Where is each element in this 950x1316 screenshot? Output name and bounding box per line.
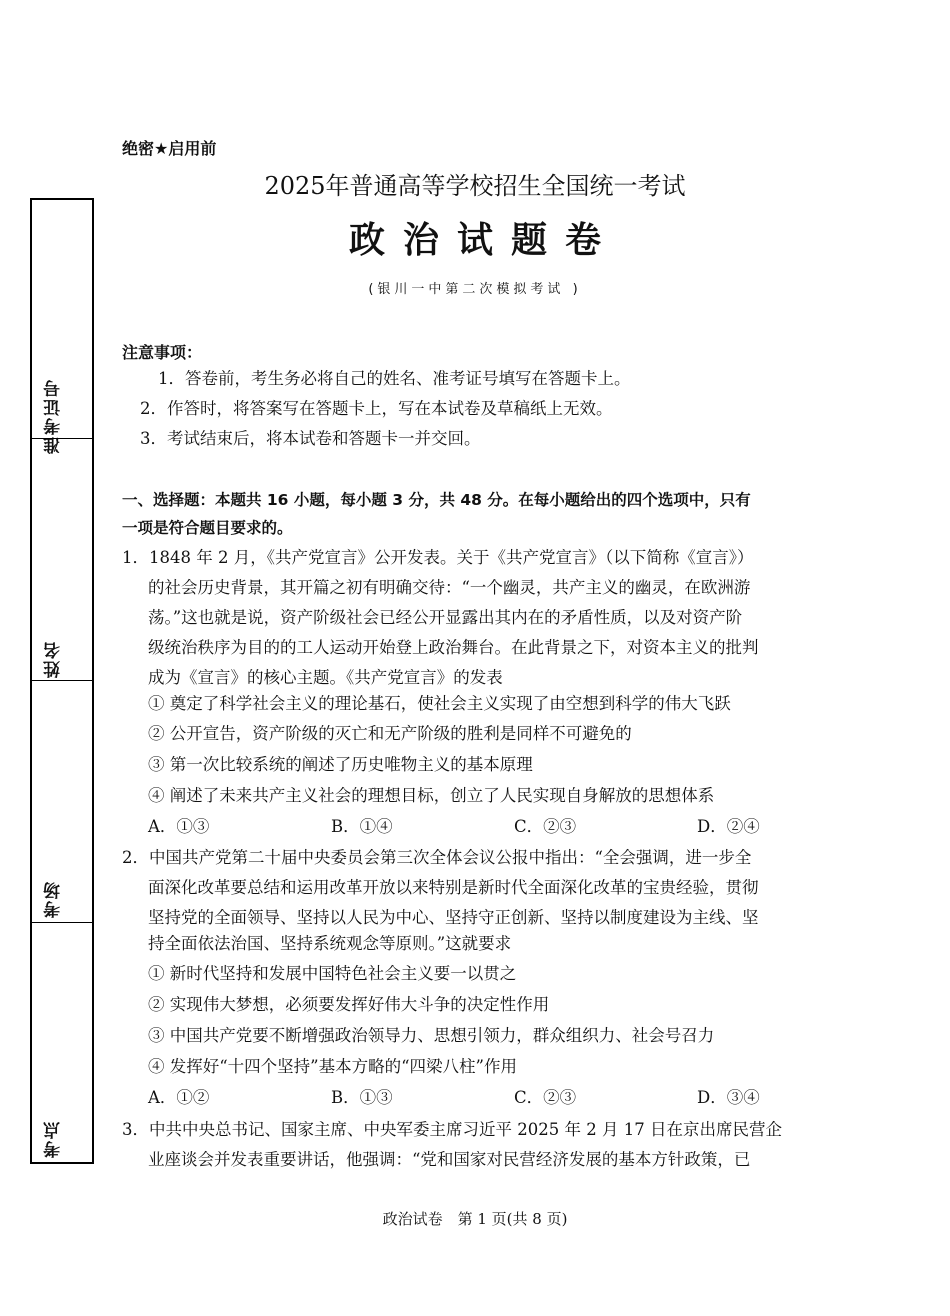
page-footer: 政治试卷 第 1 页(共 8 页)	[382, 1210, 568, 1228]
answer-option: A．①②	[148, 1088, 210, 1107]
answer-option: A．①③	[148, 817, 210, 836]
side-divider	[32, 680, 92, 681]
question-stem-line: 面深化改革要总结和运用改革开放以来特别是新时代全面深化改革的宝贵经验，贯彻	[148, 878, 759, 897]
question-stem-line: 成为《宣言》的核心主题。《共产党宣言》的发表	[148, 668, 503, 687]
question-stem-line: 持全面依法治国、坚持系统观念等原则。”这就要求	[148, 934, 512, 953]
question-stem-line: 级统治秩序为目的的工人运动开始登上政治舞台。在此背景之下，对资本主义的批判	[148, 638, 759, 657]
answer-option: B．①③	[331, 1088, 393, 1107]
answer-option: D．③④	[697, 1088, 760, 1107]
notice-item: 1．答卷前，考生务必将自己的姓名、准考证号填写在答题卡上。	[158, 369, 631, 388]
statement-item: ④ 阐述了未来共产主义社会的理想目标，创立了人民实现自身解放的思想体系	[148, 786, 715, 805]
section-heading: 一、选择题：本题共 16 小题，每小题 3 分，共 48 分。在每小题给出的四个选项中，只有	[122, 491, 751, 509]
notice-item: 2．作答时，将答案写在答题卡上，写在本试卷及草稿纸上无效。	[140, 399, 613, 418]
statement-item: ① 新时代坚持和发展中国特色社会主义要一以贯之	[148, 964, 517, 983]
side-divider	[32, 922, 92, 923]
side-label-name: 姓名	[44, 640, 64, 678]
exam-title: 2025年普通高等学校招生全国统一考试	[264, 172, 686, 200]
answer-option: C．②③	[514, 1088, 577, 1107]
answer-option: D．②④	[697, 817, 760, 836]
side-label-exam-site: 考点	[44, 1120, 64, 1158]
side-label-exam-number: 准考证号	[44, 378, 64, 454]
question-stem-line: 坚持党的全面领导、坚持以人民为中心、坚持守正创新、坚持以制度建设为主线、坚	[148, 908, 759, 927]
notice-item: 3．考试结束后，将本试卷和答题卡一并交回。	[140, 429, 481, 448]
question-stem-line: 3．中共中央总书记、国家主席、中央军委主席习近平 2025 年 2 月 17 日在京出席民营企	[122, 1120, 782, 1139]
statement-item: ③ 中国共产党要不断增强政治领导力、思想引领力，群众组织力、社会号召力	[148, 1026, 715, 1045]
answer-option: C．②③	[514, 817, 577, 836]
statement-item: ② 公开宣告，资产阶级的灭亡和无产阶级的胜利是同样不可避免的	[148, 724, 632, 743]
question-stem-line: 1．1848 年 2 月，《共产党宣言》公开发表。关于《共产党宣言》（以下简称《宣言》）	[122, 548, 754, 567]
subject-title: 政治试题卷	[348, 220, 619, 261]
notice-heading: 注意事项：	[122, 343, 203, 362]
question-stem-line: 2．中国共产党第二十届中央委员会第三次全体会议公报中指出：“全会强调，进一步全	[122, 848, 752, 867]
question-stem-line: 荡。”这也就是说，资产阶级社会已经公开显露出其内在的矛盾性质，以及对资产阶	[148, 608, 743, 627]
secret-mark: 绝密★启用前	[122, 139, 217, 158]
section-heading: 一项是符合题目要求的。	[122, 519, 293, 537]
binding-box	[30, 198, 94, 1164]
statement-item: ② 实现伟大梦想，必须要发挥好伟大斗争的决定性作用	[148, 995, 550, 1014]
side-label-exam-room: 考场	[44, 880, 64, 918]
question-stem-line: 的社会历史背景，其开篇之初有明确交待：“一个幽灵，共产主义的幽灵，在欧洲游	[148, 578, 751, 597]
statement-item: ① 奠定了科学社会主义的理论基石，使社会主义实现了由空想到科学的伟大飞跃	[148, 694, 731, 713]
statement-item: ④ 发挥好“十四个坚持”基本方略的“四梁八柱”作用	[148, 1057, 517, 1076]
statement-item: ③ 第一次比较系统的阐述了历史唯物主义的基本原理	[148, 755, 533, 774]
sub-note: (银川一中第二次模拟考试 )	[368, 282, 582, 297]
question-stem-line: 业座谈会并发表重要讲话，他强调：“党和国家对民营经济发展的基本方针政策，已	[148, 1150, 751, 1169]
side-divider	[32, 438, 92, 439]
answer-option: B．①④	[331, 817, 393, 836]
